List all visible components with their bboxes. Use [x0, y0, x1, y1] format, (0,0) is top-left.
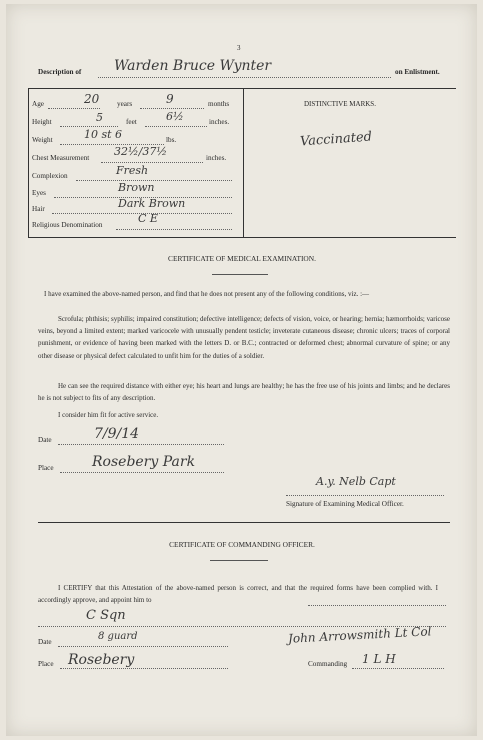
divider-rule — [243, 88, 244, 238]
complexion-label: Complexion — [32, 172, 68, 180]
age-label: Age — [32, 100, 44, 108]
eyes-label: Eyes — [32, 189, 46, 197]
commanding-value: 1 L H — [362, 652, 396, 666]
feet-label: feet — [126, 118, 137, 126]
medical-conditions: Scrofula; phthisis; syphilis; impaired constitution; defective intelligence; defects of vision, voice, or hearing; hernia; hæmorrhoids; varicose veins, beyond a limited extent; marked varicocele with unusually pendent testicle; inveterate cutaneous disease; chronic ulcers; traces of corporal punishment, or evidence of having been marked with the letters D. or B.C.; contracted or deformed chest; abnormal curvature of spine; or any other disease or physical defect calculated to unfit him for the duties of a soldier. — [38, 315, 450, 360]
chest-label: Chest Measurement — [32, 154, 90, 162]
inches-dots — [145, 126, 207, 127]
medical-place-value: Rosebery Park — [92, 454, 196, 470]
commanding-date-label: Date — [38, 638, 52, 646]
commanding-place-value: Rosebery — [68, 652, 135, 668]
commanding-heading: CERTIFICATE OF COMMANDING OFFICER. — [169, 540, 315, 549]
commanding-date-dots — [58, 646, 228, 647]
age-months: 9 — [166, 92, 174, 106]
commanding-unit-value: C Sqn — [86, 608, 126, 623]
age-years: 20 — [84, 92, 100, 106]
height-dots — [60, 126, 118, 127]
distinctive-marks-heading: DISTINCTIVE MARKS. — [304, 100, 376, 108]
distinctive-marks-value: Vaccinated — [299, 129, 373, 150]
medical-date-value: 7/9/14 — [94, 426, 140, 442]
height-inches: 6½ — [166, 110, 184, 123]
medical-heading-rule — [212, 274, 268, 275]
eyes-value: Brown — [118, 181, 155, 194]
left-rule — [28, 88, 29, 238]
commanding-text: I CERTIFY that this Attestation of the above-named person is correct, and that the required forms have been complied with. I accordingly approve, and appoint him to — [38, 584, 438, 605]
chest-value: 32½/37½ — [114, 145, 168, 158]
height-label: Height — [32, 118, 52, 126]
description-label: Description of — [38, 68, 82, 76]
section-rule — [38, 522, 450, 523]
months-dots — [140, 108, 204, 109]
hair-value: Dark Brown — [118, 197, 186, 210]
medical-heading: CERTIFICATE OF MEDICAL EXAMINATION. — [168, 254, 316, 263]
weight-value: 10 st 6 — [84, 128, 123, 141]
medical-fit: I consider him fit for active service. — [58, 411, 159, 419]
commanding-label: Commanding — [308, 660, 348, 668]
medical-signature-label: Signature of Examining Medical Officer. — [286, 500, 404, 508]
commanding-signature: John Arrowsmith Lt Col — [287, 624, 432, 646]
religion-value: C E — [138, 212, 158, 225]
medical-date-dots — [58, 444, 224, 445]
commanding-heading-rule — [210, 560, 268, 561]
recruit-name: Warden Bruce Wynter — [114, 58, 272, 74]
years-label: years — [117, 100, 133, 108]
chest-unit: inches. — [206, 154, 227, 162]
height-feet: 5 — [96, 111, 103, 124]
weight-unit: lbs. — [166, 136, 177, 144]
medical-signature-dots — [286, 495, 444, 496]
religion-dots — [116, 229, 232, 230]
description-dotted-line — [98, 77, 391, 78]
description-suffix: on Enlistment. — [395, 68, 440, 76]
commanding-dots — [352, 668, 444, 669]
attestation-page — [6, 4, 477, 736]
medical-place-label: Place — [38, 464, 54, 472]
age-dots — [48, 108, 100, 109]
chest-dots — [101, 162, 203, 163]
medical-sight: He can see the required distance with either eye; his heart and lungs are healthy; he has the free use of his joints and limbs; and he declares he is not subject to fits of any description. — [38, 382, 450, 403]
months-label: months — [208, 100, 230, 108]
bottom-rule — [28, 237, 456, 238]
medical-date-label: Date — [38, 436, 52, 444]
complexion-value: Fresh — [116, 164, 149, 177]
page-number: 3 — [237, 44, 241, 52]
medical-intro: I have examined the above-named person, and find that he does not present any of the following conditions, viz. :— — [44, 290, 370, 298]
hair-label: Hair — [32, 205, 45, 213]
top-rule — [28, 88, 456, 89]
commanding-text-dots — [308, 605, 446, 606]
weight-label: Weight — [32, 136, 53, 144]
commanding-place-dots — [60, 668, 228, 669]
commanding-date-value: 8 guard — [98, 631, 138, 642]
medical-signature: A.y. Nelb Capt — [316, 475, 396, 488]
religion-label: Religious Denomination — [32, 221, 103, 229]
commanding-place-label: Place — [38, 660, 54, 668]
inches-label: inches. — [209, 118, 230, 126]
medical-place-dots — [60, 472, 224, 473]
